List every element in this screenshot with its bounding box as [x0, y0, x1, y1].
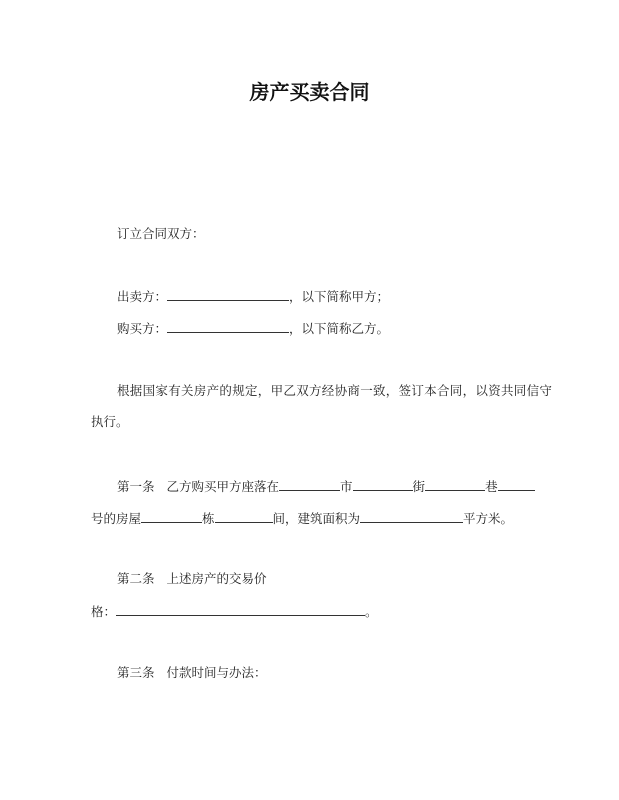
article1-text: 乙方购买甲方座落在 [166, 479, 280, 494]
seller-blank[interactable] [167, 288, 289, 301]
article3-number: 第三条 [117, 665, 155, 680]
buyer-line [117, 320, 389, 337]
article1-number: 第一条 [117, 479, 155, 494]
seller-suffix: ，以下简称甲方； [289, 289, 390, 304]
buyer-suffix: ，以下简称乙方。 [289, 321, 390, 336]
price-label: 格： [91, 604, 117, 619]
area-blank[interactable] [360, 510, 463, 523]
buyer-blank[interactable] [167, 320, 289, 333]
room-blank[interactable] [215, 510, 273, 523]
city-blank[interactable] [279, 478, 340, 491]
building-label: 栋 [202, 511, 215, 526]
document-title: 房产买卖合同 [249, 80, 370, 104]
article2-text: 上述房产的交易价 [166, 571, 267, 586]
seller-line [117, 288, 389, 305]
street-blank[interactable] [353, 478, 413, 491]
article1-line1 [117, 478, 535, 495]
article2-number: 第二条 [117, 571, 155, 586]
city-label: 市 [340, 479, 353, 494]
buyer-label: 购买方： [117, 321, 168, 336]
article3-text: 付款时间与办法： [166, 665, 267, 680]
preamble-line2: 执行。 [91, 414, 129, 429]
article2-line2 [91, 603, 378, 620]
article2-line1 [117, 571, 267, 587]
lane-label: 巷 [485, 479, 498, 494]
seller-label: 出卖方： [117, 289, 168, 304]
street-label: 街 [412, 479, 426, 494]
preamble-line1: 根据国家有关房产的规定，甲乙双方经协商一致，签订本合同，以资共同信守 [117, 383, 553, 398]
article1-line2 [91, 510, 513, 527]
house-number-label: 号的房屋 [91, 511, 142, 526]
article3-line1 [117, 665, 267, 681]
parties-heading: 订立合同双方： [117, 226, 205, 241]
building-blank[interactable] [141, 510, 202, 523]
price-blank[interactable] [116, 603, 365, 616]
area-unit: 平方米。 [463, 511, 514, 526]
price-period: 。 [365, 604, 378, 619]
lane-blank[interactable] [425, 478, 485, 491]
area-label: 间，建筑面积为 [272, 511, 361, 526]
number-blank[interactable] [498, 478, 535, 491]
